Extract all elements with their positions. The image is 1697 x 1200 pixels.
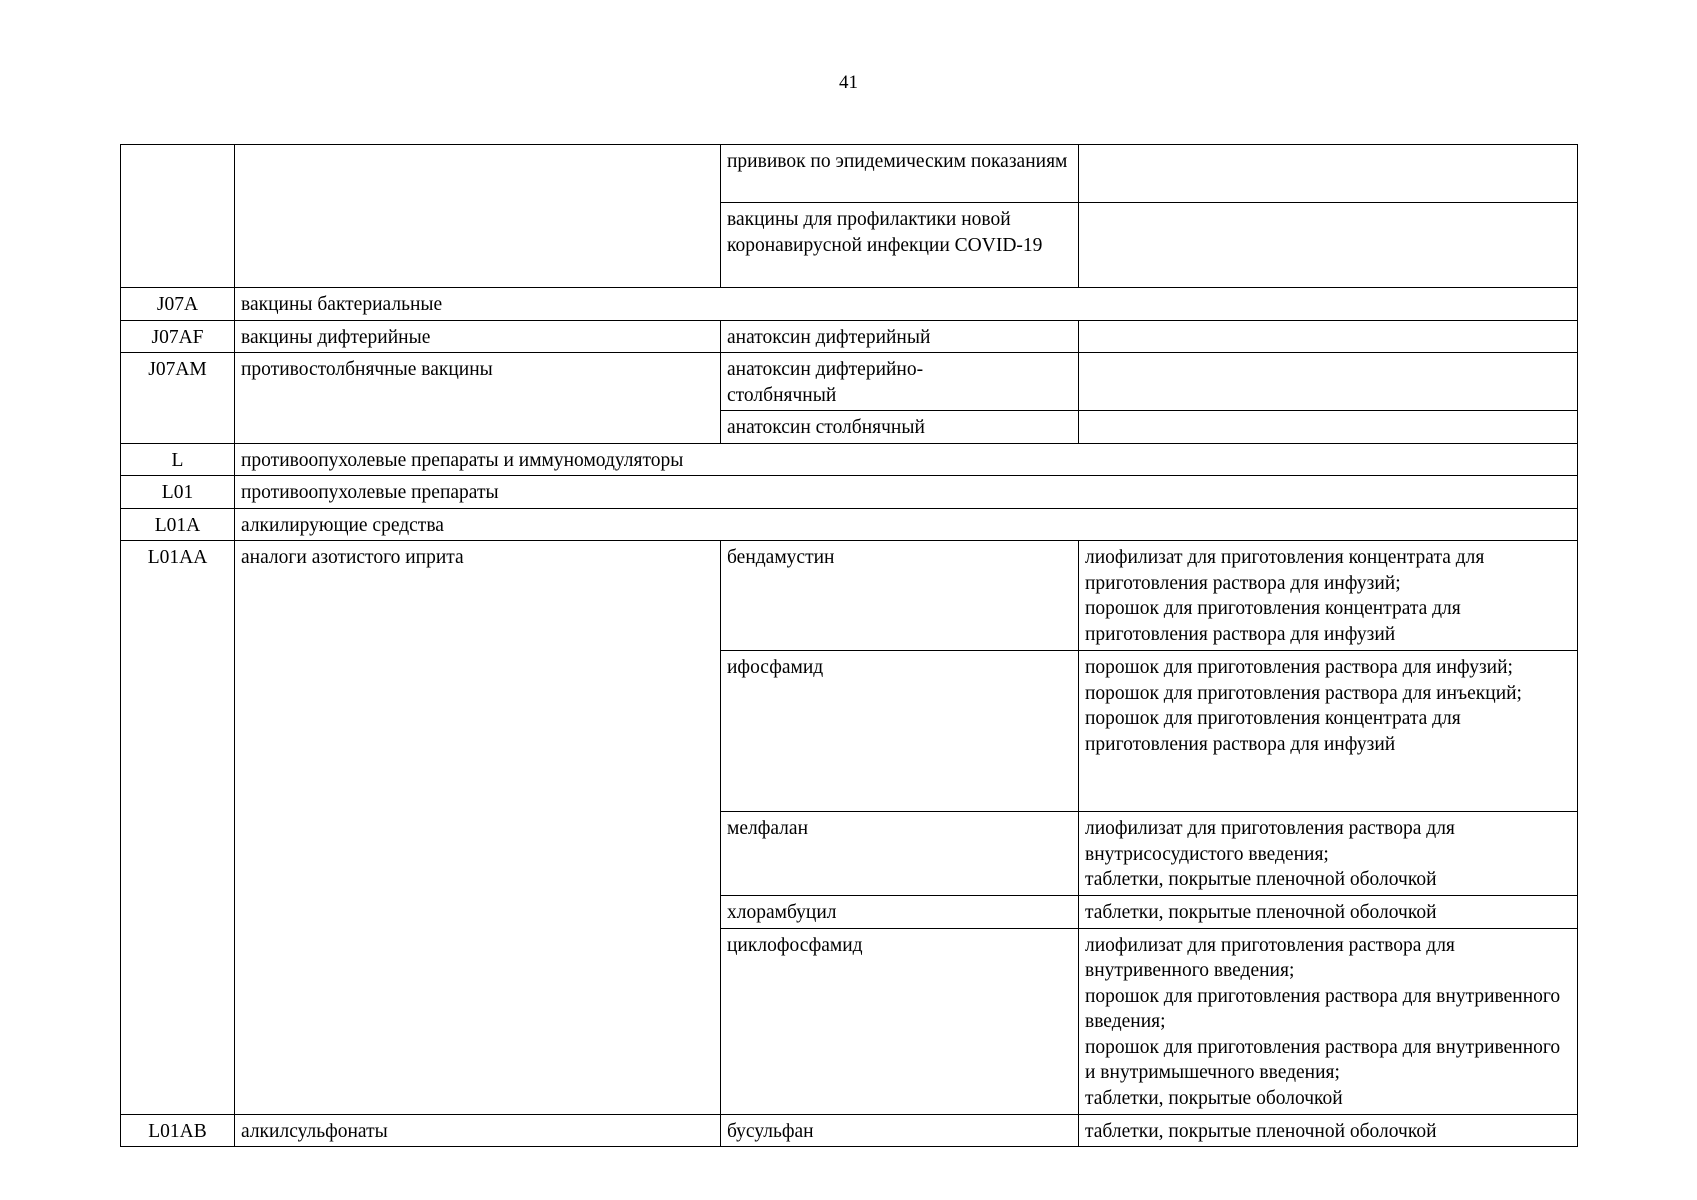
dosage-form bbox=[1079, 203, 1578, 288]
drug-name: хлорамбуцил bbox=[721, 896, 1079, 929]
table-row bbox=[121, 288, 1578, 321]
atc-code: L bbox=[121, 443, 235, 476]
table-row bbox=[121, 443, 1578, 476]
atc-code: J07AM bbox=[121, 353, 235, 444]
drug-name: анатоксин дифтерийно- столбнячный bbox=[721, 353, 1079, 411]
atc-code bbox=[121, 145, 235, 288]
drug-name: мелфалан bbox=[721, 812, 1079, 896]
group-name bbox=[235, 145, 721, 288]
drug-name: циклофосфамид bbox=[721, 928, 1079, 1114]
table-row bbox=[121, 508, 1578, 541]
dosage-form: таблетки, покрытые пленочной оболочкой bbox=[1079, 1114, 1578, 1147]
dosage-form: таблетки, покрытые пленочной оболочкой bbox=[1079, 896, 1578, 929]
atc-code: L01AB bbox=[121, 1114, 235, 1147]
drug-name: анатоксин столбнячный bbox=[721, 411, 1079, 444]
table-row bbox=[121, 1114, 1578, 1147]
table-row bbox=[121, 541, 1578, 651]
page-number: 41 bbox=[839, 72, 858, 93]
group-name: противоопухолевые препараты и иммуномодуляторы bbox=[235, 443, 1578, 476]
atc-code: L01AA bbox=[121, 541, 235, 1115]
dosage-form bbox=[1079, 320, 1578, 353]
dosage-form: лиофилизат для приготовления раствора для внутрисосудистого введения; таблетки, покрытые пленочной оболочкой bbox=[1079, 812, 1578, 896]
group-name: алкилирующие средства bbox=[235, 508, 1578, 541]
table-row bbox=[121, 476, 1578, 509]
drug-name: ифосфамид bbox=[721, 651, 1079, 812]
drug-table bbox=[120, 144, 1578, 1147]
dosage-form: лиофилизат для приготовления раствора для внутривенного введения; порошок для приготовления раствора для внутривенного введения; порошок для приготовления раствора для внутривенного и внутримышечного введения; таблетки, покрытые оболочкой bbox=[1079, 928, 1578, 1114]
atc-code: J07AF bbox=[121, 320, 235, 353]
dosage-form bbox=[1079, 145, 1578, 203]
group-name: алкилсульфонаты bbox=[235, 1114, 721, 1147]
group-name: аналоги азотистого иприта bbox=[235, 541, 721, 1115]
dosage-form: лиофилизат для приготовления концентрата для приготовления раствора для инфузий; порошок для приготовления концентрата для приготовления раствора для инфузий bbox=[1079, 541, 1578, 651]
drug-name: бусульфан bbox=[721, 1114, 1079, 1147]
atc-code: J07A bbox=[121, 288, 235, 321]
drug-name: анатоксин дифтерийный bbox=[721, 320, 1079, 353]
group-name: вакцины бактериальные bbox=[235, 288, 1578, 321]
table-row bbox=[121, 320, 1578, 353]
atc-code: L01A bbox=[121, 508, 235, 541]
group-name: противостолбнячные вакцины bbox=[235, 353, 721, 444]
drug-name: прививок по эпидемическим показаниям bbox=[721, 145, 1079, 203]
drug-name: бендамустин bbox=[721, 541, 1079, 651]
table-row bbox=[121, 145, 1578, 203]
dosage-form bbox=[1079, 411, 1578, 444]
group-name: вакцины дифтерийные bbox=[235, 320, 721, 353]
dosage-form: порошок для приготовления раствора для инфузий; порошок для приготовления раствора для инъекций; порошок для приготовления концентрата для приготовления раствора для инфузий bbox=[1079, 651, 1578, 812]
dosage-form bbox=[1079, 353, 1578, 411]
table-row bbox=[121, 353, 1578, 411]
atc-code: L01 bbox=[121, 476, 235, 509]
group-name: противоопухолевые препараты bbox=[235, 476, 1578, 509]
drug-name: вакцины для профилактики новой коронавирусной инфекции COVID-19 bbox=[721, 203, 1079, 288]
